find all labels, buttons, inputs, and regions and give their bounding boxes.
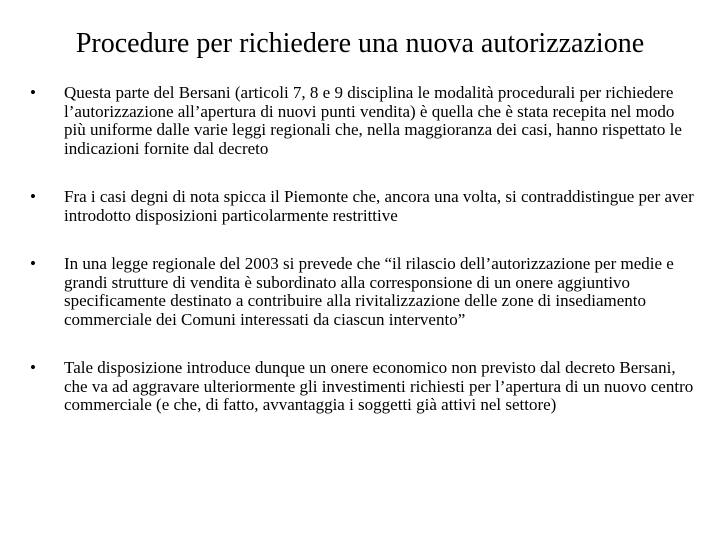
- bullet-marker: •: [30, 187, 36, 206]
- bullet-marker: •: [30, 83, 36, 102]
- bullet-item: [30, 188, 700, 225]
- bullet-text: Questa parte del Bersani (articoli 7, 8 e 9 disciplina le modalità procedurali per richiedere l’autorizzazione all’apertura di nuovi punti vendita) è quella che è stata recepita nel modo più uniforme dalle varie leggi regionali che, nella maggioranza dei casi, hanno rispettato le indicazioni fornite dal decreto: [64, 83, 682, 158]
- bullet-text: In una legge regionale del 2003 si prevede che “il rilascio dell’autorizzazione per medie e grandi strutture di vendita è subordinato alla corresponsione di un onere aggiuntivo specificamente destinato a contribuire alla rivitalizzazione delle zone di insediamento commerciale dei Comuni interessati da ciascun intervento”: [64, 254, 674, 329]
- bullet-item: [30, 84, 700, 158]
- bullet-item: [30, 359, 700, 415]
- bullet-text: Fra i casi degni di nota spicca il Piemonte che, ancora una volta, si contraddistingue per aver introdotto disposizioni particolarmente restrittive: [64, 187, 694, 225]
- bullet-list: [30, 84, 700, 415]
- bullet-item: [30, 255, 700, 329]
- bullet-marker: •: [30, 358, 36, 377]
- bullet-marker: •: [30, 254, 36, 273]
- bullet-text: Tale disposizione introduce dunque un onere economico non previsto dal decreto Bersani, che va ad aggravare ulteriormente gli investimenti richiesti per l’apertura di un nuovo centro commerciale (e che, di fatto, avvantaggia i soggetti già attivi nel settore): [64, 358, 694, 414]
- slide-title: Procedure per richiedere una nuova autorizzazione: [75, 28, 645, 59]
